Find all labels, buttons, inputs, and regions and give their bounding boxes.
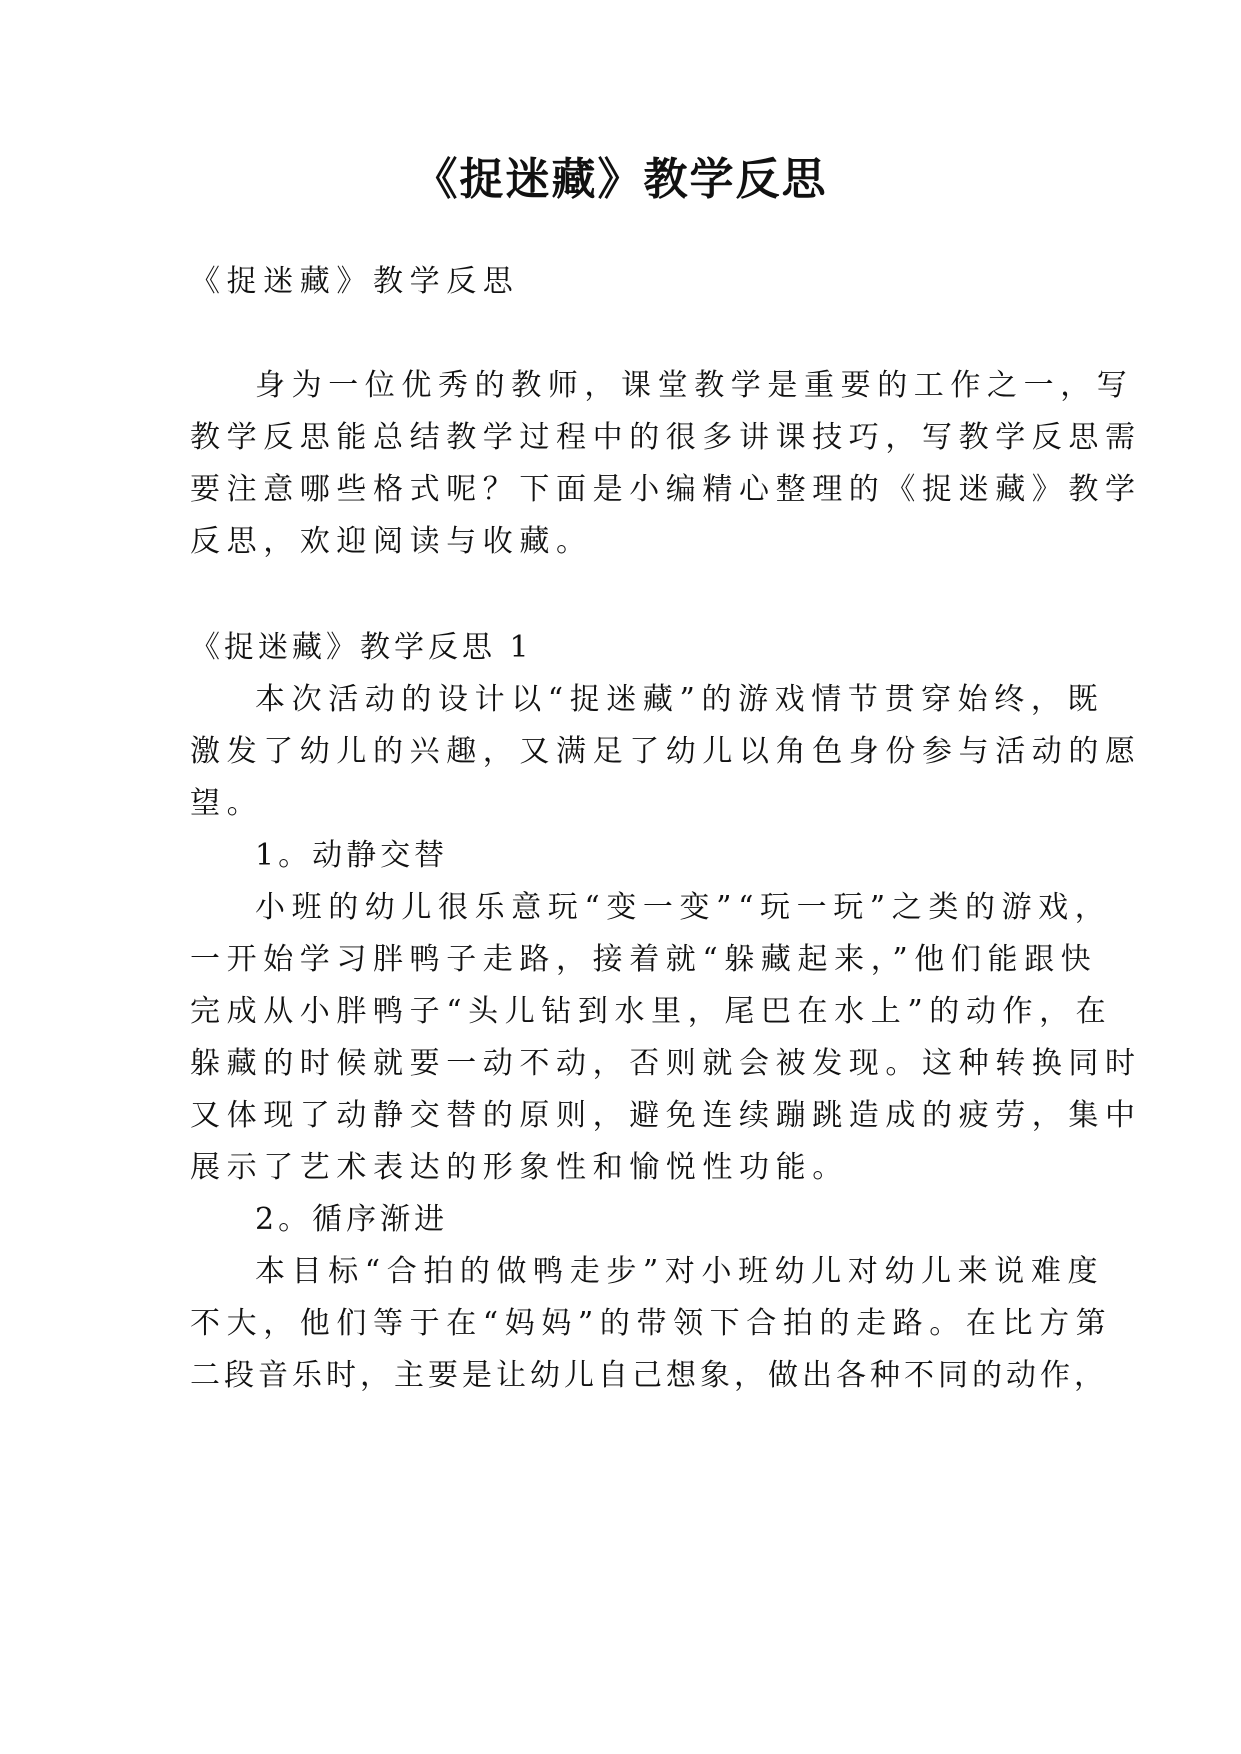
intro-line-1: 身为一位优秀的教师，课堂教学是重要的工作之一，写: [255, 368, 1134, 403]
section-heading: 《捉迷藏》教学反思 1: [190, 630, 533, 665]
section-line-3: 望。: [190, 786, 264, 821]
point1-line-2: 一开始学习胖鸭子走路，接着就“躲藏起来，”他们能跟快: [190, 942, 1098, 977]
point2-heading: 2。循序渐进: [255, 1202, 449, 1237]
point2-line-2: 不大，他们等于在“妈妈”的带领下合拍的走路。在比方第: [190, 1306, 1113, 1341]
section-line-2: 激发了幼儿的兴趣，又满足了幼儿以角色身份参与活动的愿: [190, 734, 1142, 769]
point2-line-3: 二段音乐时，主要是让幼儿自己想象，做出各种不同的动作，: [190, 1358, 1108, 1393]
section-line-1: 本次活动的设计以“捉迷藏”的游戏情节贯穿始终，既: [255, 682, 1105, 717]
point1-line-5: 又体现了动静交替的原则，避免连续蹦跳造成的疲劳，集中: [190, 1098, 1142, 1133]
point2-line-1: 本目标“合拍的做鸭走步”对小班幼儿对幼儿来说难度: [255, 1254, 1105, 1289]
document-title: 《捉迷藏》教学反思: [413, 154, 828, 205]
point1-line-1: 小班的幼儿很乐意玩“变一变”“玩一玩”之类的游戏，: [255, 890, 1112, 925]
point1-line-3: 完成从小胖鸭子“头儿钻到水里，尾巴在水上”的动作，在: [190, 994, 1113, 1029]
point1-line-6: 展示了艺术表达的形象性和愉悦性功能。: [190, 1150, 849, 1185]
document-subtitle: 《捉迷藏》教学反思: [190, 264, 520, 299]
point1-line-4: 躲藏的时候就要一动不动，否则就会被发现。这种转换同时: [190, 1046, 1142, 1081]
point1-heading: 1。动静交替: [255, 838, 449, 873]
intro-line-3: 要注意哪些格式呢？下面是小编精心整理的《捉迷藏》教学: [190, 472, 1142, 507]
intro-line-2: 教学反思能总结教学过程中的很多讲课技巧，写教学反思需: [190, 420, 1142, 455]
intro-line-4: 反思，欢迎阅读与收藏。: [190, 524, 593, 559]
